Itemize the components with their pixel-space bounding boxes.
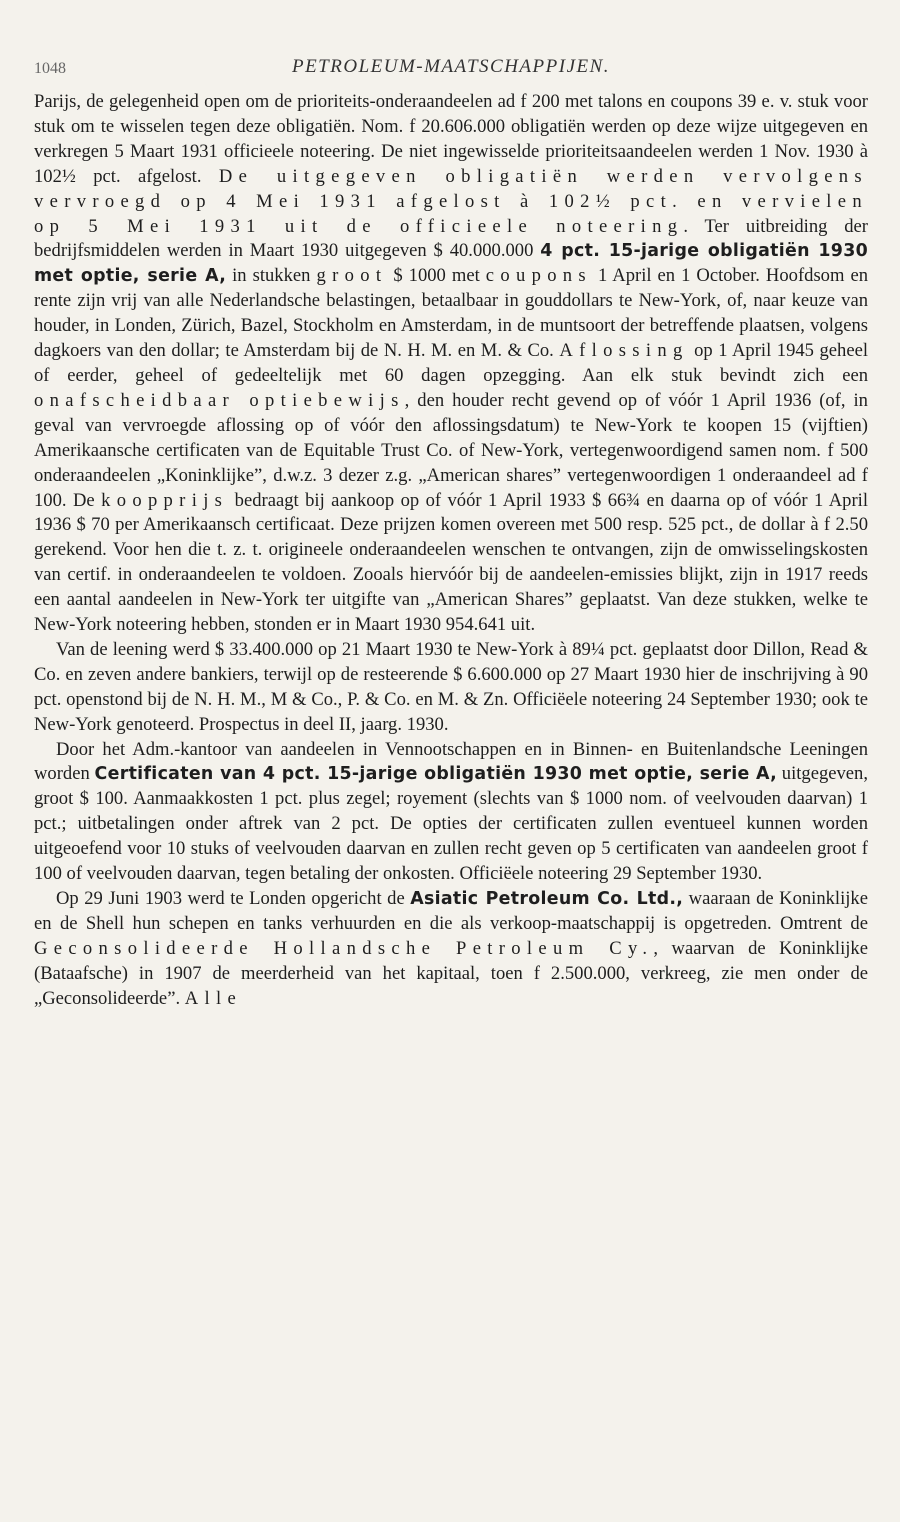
bold-heading-text: 4 pct. 15-jarige obligatiën 1930 met optie, serie A, xyxy=(34,241,868,287)
page-number: 1048 xyxy=(34,60,66,77)
text-run: bedraagt bij aankoop op of vóór 1 April 1933 $ 66¾ en daarna op of vóór 1 April 1936 $ 70 per Amerikaansch certificaat. Deze prijzen komen overeen met 500 resp. 525 pct., de dollar à f 2.50 gerekend. Voor hen die t. z. t. origineele onderaandeelen wenschen te ontvangen, zijn de omwisselingskosten van certif. in onderaandeelen te voldoen. Zooals hiervóór bij de aandeelen-emissies blijkt, zijn in 1917 reeds een aantal aandeelen in New-York ter uitgifte van „American Shares” geplaatst. Van deze stukken, welke te New-York noteering hebben, stonden er in Maart 1930 954.641 uit. xyxy=(34,489,868,636)
text-run: Door het Adm.-kantoor van aandeelen in Vennootschappen en in Binnen- en Buitenlandsche Leeningen worden xyxy=(34,738,868,785)
running-title: PETROLEUM-MAATSCHAPPIJEN. xyxy=(291,56,611,77)
text-run: op 1 April 1945 geheel of eerder, geheel of gedeeltelijk met 60 dagen opzegging. Aan elk stuk bevindt zich een xyxy=(34,340,868,386)
spaced-emphasis-text: koopprijs xyxy=(101,489,229,511)
body-text xyxy=(34,90,868,1012)
paragraph-certificates xyxy=(34,738,868,887)
paragraph-asiatic-petroleum xyxy=(34,887,868,1012)
text-run: , waarvan de Koninklijke (Bataafsche) in 1907 de meerderheid van het kapitaal, toen f 2.500.000, verkreeg, zie men onder de „Geconsolideerde”. xyxy=(34,937,868,1009)
bold-heading-text: Certificaten van 4 pct. 15-jarige obligatiën 1930 met optie, serie A, xyxy=(94,764,778,785)
text-run: Parijs, de gelegenheid open om de prioriteits-onderaandeelen ad f 200 met talons en coupons 39 e. v. stuk voor stuk om te wisselen tegen deze obligatiën. Nom. f 20.606.000 obligatiën werden op deze wijze uitgegeven en verkregen 5 Maart 1931 officieele noteering. De niet ingewisselde prioriteitsaandeelen werden 1 Nov. 1930 à 102½ pct. afgelost. xyxy=(34,91,868,187)
spaced-emphasis-text: coupons xyxy=(485,265,592,287)
text-run: Van de leening werd $ 33.400.000 op 21 Maart 1930 te New-York à 89¼ pct. geplaatst door Dillon, Read & Co. en zeven andere bankiers, terwijl op de resteerende $ 6.600.000 op 27 Maart 1930 hier de inschrijving à 90 pct. openstond bij de N. H. M., M & Co., P. & Co. en M. & Zn. Officiëele noteering 24 September 1930; ook te New-York genoteerd. Prospectus in deel II, jaarg. 1930. xyxy=(34,638,868,735)
spaced-emphasis-text: Aflossing xyxy=(559,340,689,362)
text-run: in stukken xyxy=(226,265,317,287)
spaced-emphasis-text: onafscheidbaar optiebewijs xyxy=(34,389,405,411)
text-run: 1 April en 1 October. Hoofdsom en rente zijn vrij van alle Nederlandsche belastingen, betaalbaar in gouddollars te New-York, of, naar keuze van houder, in Londen, Zürich, Bazel, Stockholm en Amsterdam, in de muntsoort der betreffende plaatsen, volgens dagkoers van den dollar; te Amsterdam bij de N. H. M. en M. & Co. xyxy=(34,265,868,362)
page-header xyxy=(34,56,868,90)
text-run: waaraan de Koninklijke en de Shell hun schepen en tanks verhuurden en die als verkoop-maatschappij is opgetreden. Omtrent de xyxy=(34,888,868,934)
spaced-emphasis-text: Geconsolideerde Hollandsche Petroleum Cy. xyxy=(34,937,654,959)
spaced-emphasis-text: Alle xyxy=(184,987,243,1009)
text-run: $ 1000 met xyxy=(387,265,486,287)
text-run: . Ter uitbreiding der bedrijfsmiddelen werden in Maart 1930 uitgegeven $ 40.000.000 xyxy=(34,215,868,262)
text-run: , den houder recht gevend op of vóór 1 April 1936 (of, in geval van vervroegde aflossing op of vóór den aflossingsdatum) te New-York te koopen 15 (vijftien) Amerikaansche certificaten van de Equitable Trust Co. of New-York, vertegenwoordigend samen nom. f 500 onderaandeelen „Koninklijke”, d.w.z. 3 dezer z.g. „American shares” vertegenwoordigen 1 onderaandeel ad f 100. De xyxy=(34,389,868,511)
spaced-emphasis-text: De uitgegeven obligatiën werden vervolgens vervroegd op 4 Mei 1931 afgelost à 102½ pct. en vervielen op 5 Mei 1931 uit de officieele noteering xyxy=(34,165,868,237)
paragraph-continuation xyxy=(34,90,868,638)
text-run: Op 29 Juni 1903 werd te Londen opgericht de xyxy=(56,888,411,909)
spaced-emphasis-text: groot xyxy=(316,265,388,287)
text-run: uitgegeven, groot $ 100. Aanmaakkosten 1 pct. plus zegel; royement (slechts van $ 1000 nom. of veelvouden daarvan) 1 pct.; uitbetalingen onder aftrek van 2 pct. De opties der certificaten zullen eventueel kunnen worden uitgeoefend voor 10 stuks of veelvouden daarvan en zullen recht geven op 5 certificaten van aandeelen groot f 100 of veelvouden daarvan, tegen betaling der onkosten. Officiëele noteering 29 September 1930. xyxy=(34,763,868,885)
paragraph-loan-placement xyxy=(34,638,868,738)
bold-heading-text: Asiatic Petroleum Co. Ltd., xyxy=(410,889,684,909)
